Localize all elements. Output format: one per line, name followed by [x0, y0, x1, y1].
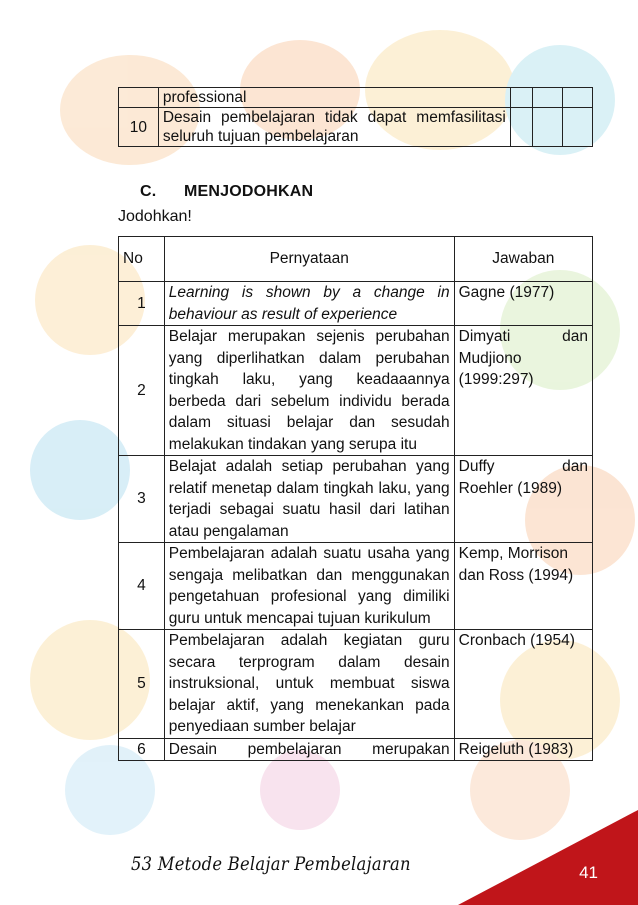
table-row [119, 630, 593, 739]
table-row [119, 543, 593, 630]
row-number: 10 [119, 108, 159, 147]
row-number: 6 [119, 738, 165, 761]
answer-box[interactable] [563, 88, 593, 108]
answer-cell [454, 326, 592, 456]
page-corner-decoration [458, 810, 638, 905]
answer-cell [454, 543, 592, 630]
section-title: MENJODOHKAN [184, 183, 314, 200]
answer-box[interactable] [563, 108, 593, 147]
table-row [119, 456, 593, 543]
answer-line: (1999:297) [458, 371, 534, 388]
statement-cell: Pembelajaran adalah suatu usaha yang sengaja melibatkan dan menggunakan pengetahuan profesional yang dimiliki guru untuk mencapai tujuan kurikulum [164, 543, 454, 630]
table-row [119, 326, 593, 456]
statement-text: Desain pembelajaran merupakan [168, 740, 450, 758]
answer-box[interactable] [510, 88, 532, 108]
statement-cell: Learning is shown by a change in behaviour as result of experience [164, 282, 454, 326]
statement-cell: professional [158, 88, 510, 108]
answer-line: Mudjiono [458, 349, 522, 367]
previous-table-end [118, 87, 593, 147]
book-title: 53 Metode Belajar Pembelajaran [131, 853, 411, 875]
answer-cell [454, 456, 592, 543]
page-number: 41 [579, 863, 598, 882]
section-heading [140, 183, 313, 201]
answer-box[interactable] [533, 88, 563, 108]
answer-cell: Cronbach (1954) [454, 630, 592, 739]
answer-line: Duffy dan [458, 458, 588, 475]
row-number: 1 [119, 282, 165, 326]
answer-line: Kemp, Morrison [458, 545, 569, 562]
matching-table [118, 236, 593, 761]
statement-cell: Belajat adalah setiap perubahan yang relatif menetap dalam tingkah laku, yang terjadi sebagai suatu hasil dari latihan atau pengalaman [164, 456, 454, 543]
row-number: 3 [119, 456, 165, 543]
answer-cell: Gagne (1977) [454, 282, 592, 326]
answer-line: Roehler (1989) [458, 479, 563, 497]
row-number [119, 88, 159, 108]
section-letter: C. [140, 183, 157, 200]
table-row [119, 108, 593, 147]
answer-line: dan Ross (1994) [458, 566, 574, 584]
table-row [119, 88, 593, 108]
table-header-row [119, 237, 593, 282]
answer-box[interactable] [510, 108, 532, 147]
answer-line: Dimyati dan [458, 328, 588, 345]
table-row [119, 738, 593, 761]
row-number: 5 [119, 630, 165, 739]
instruction-text: Jodohkan! [118, 208, 192, 225]
statement-cell: Belajar merupakan sejenis perubahan yang diperlihatkan dalam perubahan tingkah laku, yang keadaaannya berbeda dari sebelum individu berada dalam situasi belajar dan sesudah melakukan tindakan yang serupa itu [164, 326, 454, 456]
answer-cell: Reigeluth (1983) [454, 738, 592, 761]
statement-cell: Pembelajaran adalah kegiatan guru secara terprogram dalam desain instruksional, untuk membuat siswa belajar aktif, yang menekankan pada penyediaan sumber belajar [164, 630, 454, 739]
header-no: No [119, 237, 165, 282]
statement-cell [164, 738, 454, 761]
row-number: 4 [119, 543, 165, 630]
answer-box[interactable] [533, 108, 563, 147]
header-answer: Jawaban [454, 237, 592, 282]
table-row [119, 282, 593, 326]
row-number: 2 [119, 326, 165, 456]
statement-cell: Desain pembelajaran tidak dapat memfasilitasi seluruh tujuan pembelajaran [158, 108, 510, 147]
header-statement: Pernyataan [164, 237, 454, 282]
